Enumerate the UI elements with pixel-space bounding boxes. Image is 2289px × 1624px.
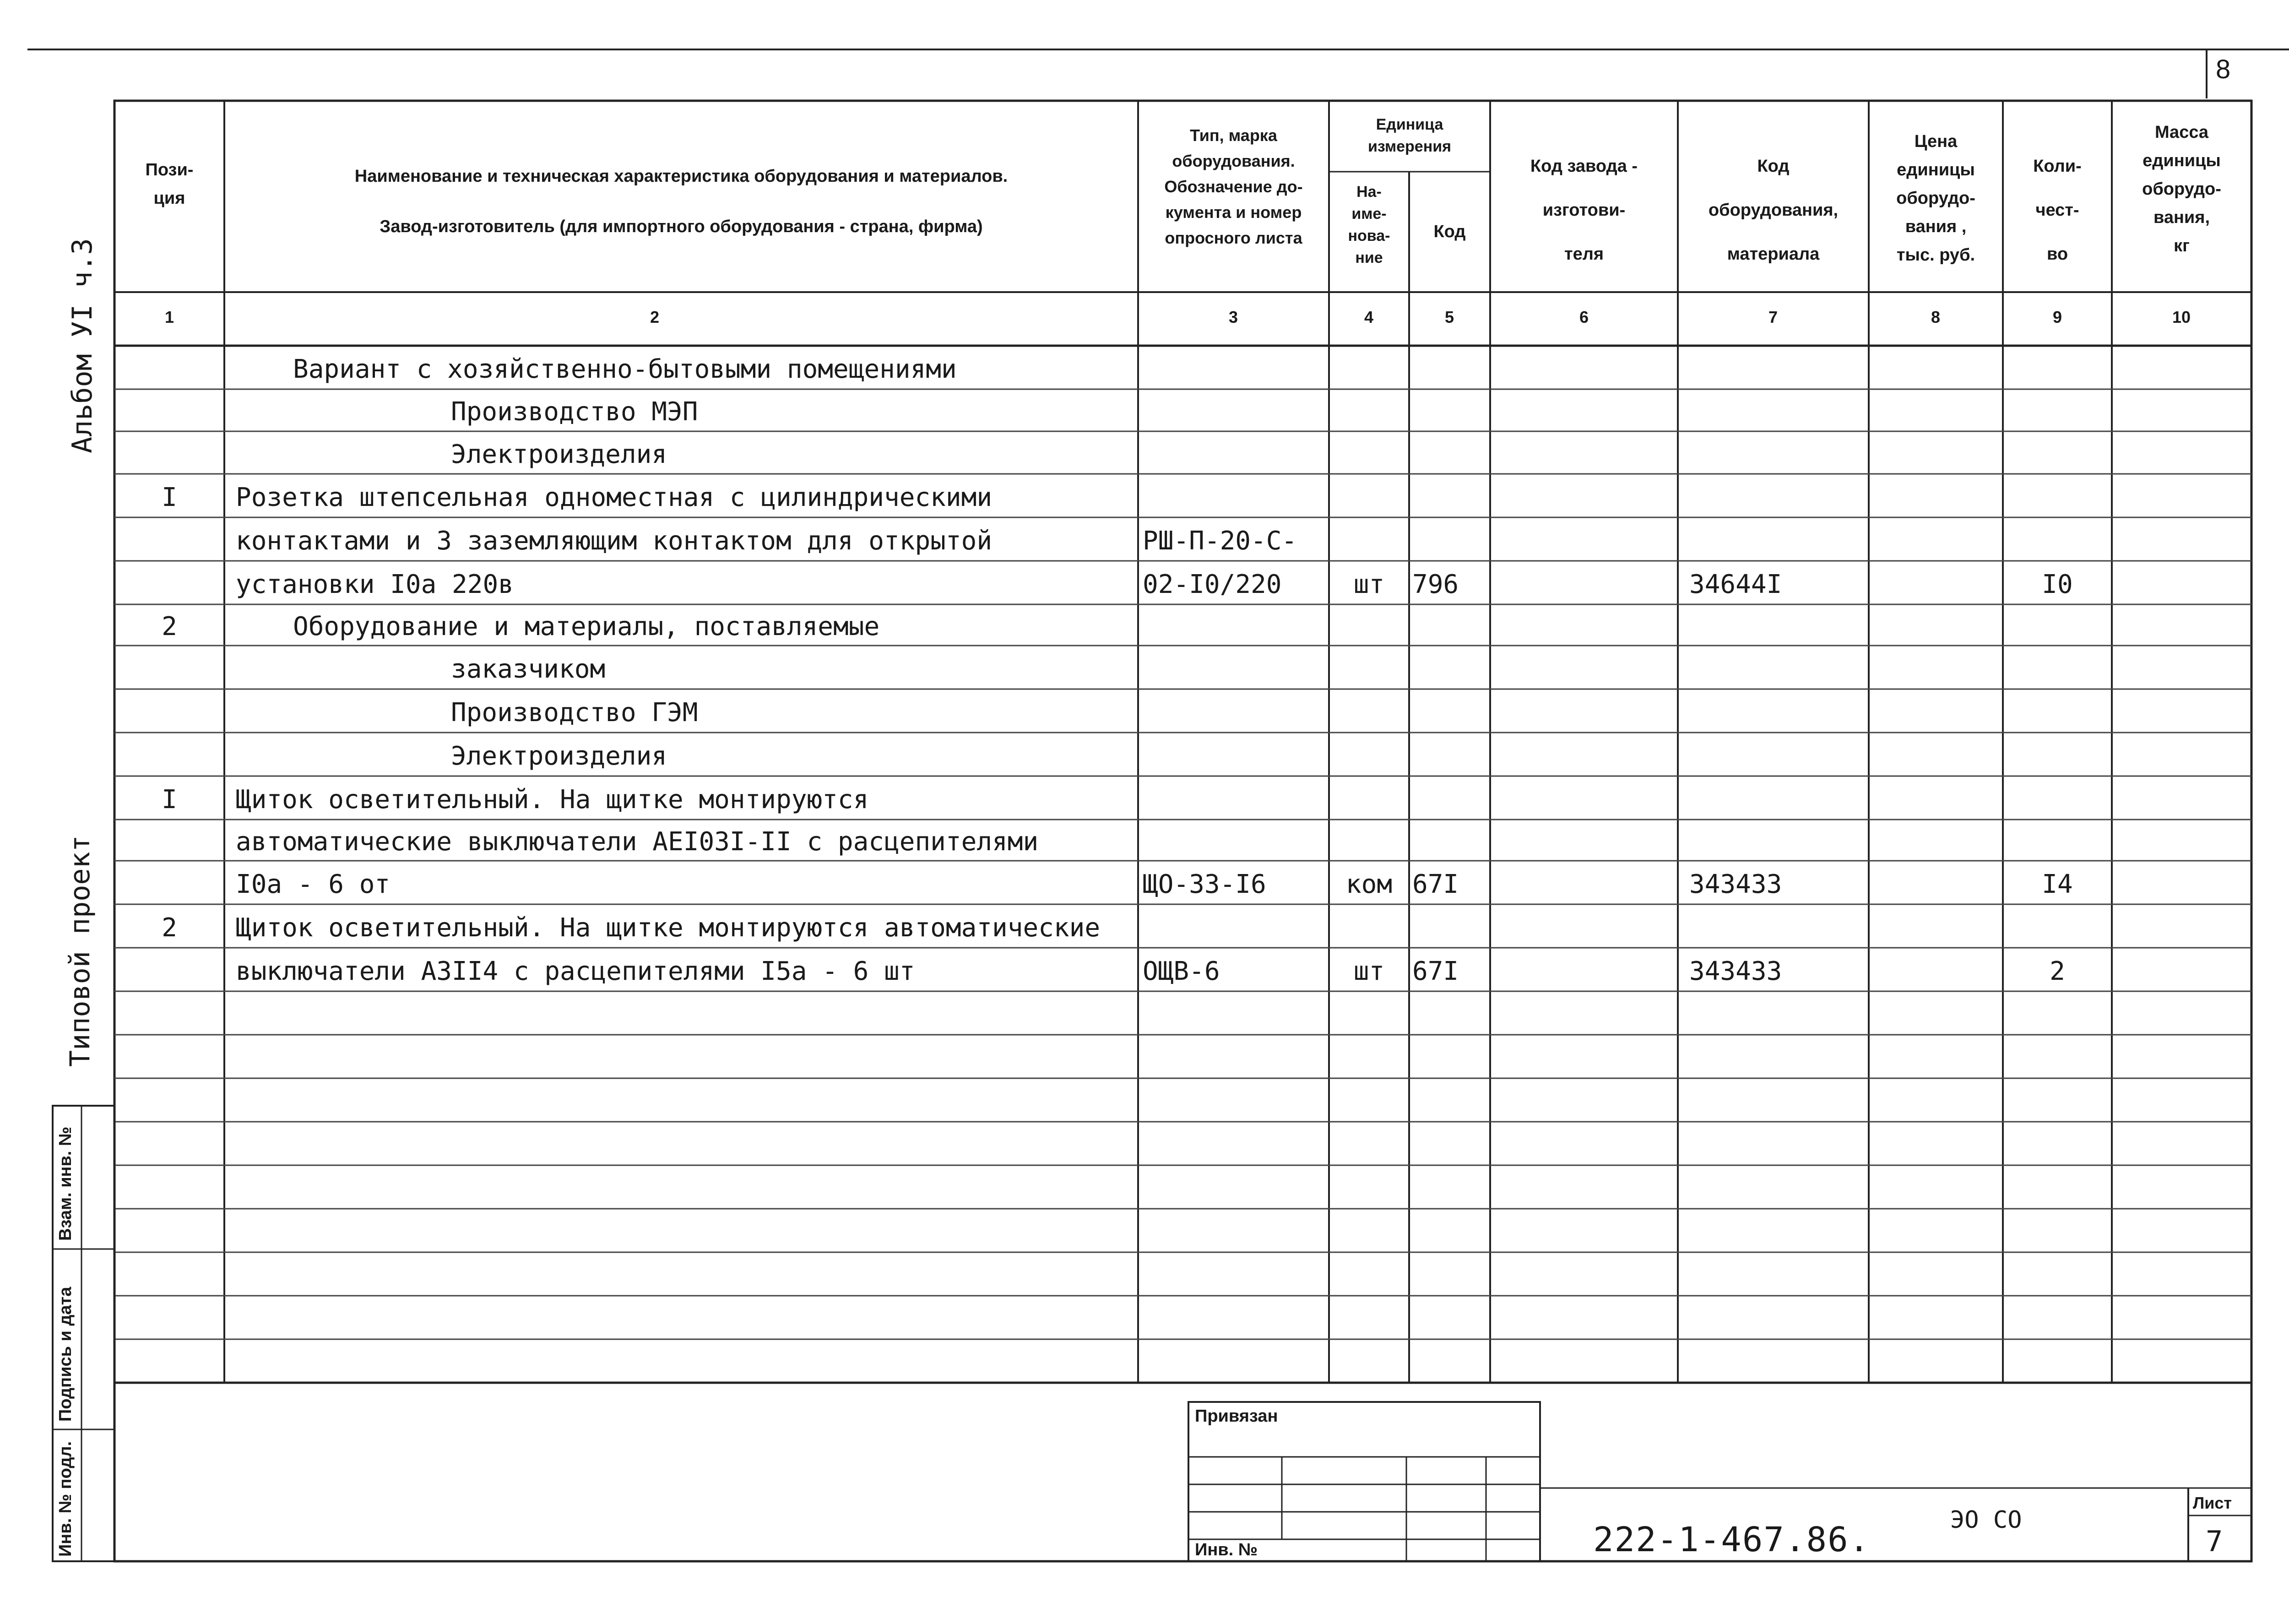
row-name: Щиток осветительный. На щитке монтируются <box>236 784 869 815</box>
row-equipment-code: 34644I <box>1689 569 1782 599</box>
column-number: 8 <box>1931 308 1941 326</box>
row-name: Оборудование и материалы, поставляемые <box>293 612 880 641</box>
row-position: I <box>162 482 177 512</box>
row-name: автоматические выключатели АЕI03I-II с расцепителями <box>236 827 1039 857</box>
row-equipment-code: 343433 <box>1689 956 1782 986</box>
row-name: I0а - 6 от <box>236 869 391 899</box>
column-number: 5 <box>1444 308 1454 326</box>
column-number: 4 <box>1364 308 1374 326</box>
row-equipment-code: 343433 <box>1689 869 1782 899</box>
project-label: Типовой проект <box>64 835 96 1067</box>
column-number: 3 <box>1228 308 1238 326</box>
sheet-label: Лист <box>2193 1494 2232 1512</box>
header-unit: Единица измерения <box>1368 116 1451 155</box>
document-code: 222-1-467.86. <box>1593 1520 1871 1559</box>
bound-label: Привязан <box>1195 1407 1278 1426</box>
sheet-number: 7 <box>2206 1525 2223 1558</box>
row-name: Щиток осветительный. На щитке монтируются автоматические <box>236 912 1101 943</box>
row-unit-code: 796 <box>1412 569 1459 599</box>
column-number: 2 <box>650 308 660 326</box>
row-name: заказчиком <box>451 654 606 684</box>
row-name: Производство МЭП <box>451 397 698 427</box>
row-unit: шт <box>1353 956 1385 986</box>
row-unit-code: 67I <box>1412 956 1459 986</box>
row-type: РШ-П-20-С- <box>1143 526 1297 556</box>
row-name: установки I0а 220в <box>236 569 514 599</box>
header-position: Пози- ция <box>145 160 194 208</box>
stamp-replaced-inv: Взам. инв. № <box>56 1126 75 1241</box>
section-code: ЭО СО <box>1950 1506 2022 1534</box>
header-name: Наименование и техническая характеристика оборудования и материалов. Завод-изготовитель (для импортного оборудования - страна, фирма) <box>354 167 1008 236</box>
row-name: Розетка штепсельная одноместная с цилиндрическими <box>236 482 993 512</box>
row-position: I <box>162 784 177 815</box>
row-unit: ком <box>1345 869 1393 899</box>
row-position: 2 <box>162 912 177 943</box>
stamp-original-inv: Инв. № подл. <box>56 1441 75 1557</box>
row-name: Вариант с хозяйственно-бытовыми помещениями <box>293 354 957 384</box>
header-unit-code: Код <box>1433 222 1466 241</box>
header-type: Тип, марка оборудования. Обозначение до- кумента и номер опросного листа <box>1164 126 1303 247</box>
header-equipment-code: Код оборудования, материала <box>1708 157 1839 264</box>
header-price: Цена единицы оборудо- вания , тыс. руб. <box>1896 132 1975 265</box>
row-quantity: I4 <box>2042 869 2073 899</box>
row-type: ОЩВ-6 <box>1143 956 1220 986</box>
column-number: 1 <box>164 308 174 326</box>
column-number: 10 <box>2172 308 2191 326</box>
row-quantity: 2 <box>2050 956 2065 986</box>
header-mass: Масса единицы оборудо- вания, кг <box>2142 123 2221 255</box>
row-name: Электроизделия <box>451 439 667 469</box>
header-factory-code: Код завода - изготови- теля <box>1530 157 1638 264</box>
inv-label: Инв. № <box>1195 1540 1258 1559</box>
page-number: 8 <box>2216 54 2231 84</box>
header-unit-name: На- име- нова- ние <box>1348 183 1390 266</box>
header-quantity: Коли- чест- во <box>2033 157 2082 264</box>
column-number: 9 <box>2052 308 2062 326</box>
column-number: 6 <box>1579 308 1589 326</box>
row-unit-code: 67I <box>1412 869 1459 899</box>
row-name: Производство ГЭМ <box>451 697 698 728</box>
row-name: Электроизделия <box>451 741 667 771</box>
column-number: 7 <box>1768 308 1778 326</box>
row-name: выключатели А3II4 с расцепителями I5а - 6 шт <box>236 956 915 986</box>
album-label: Альбом УI ч.3 <box>66 238 98 453</box>
row-unit: шт <box>1353 569 1385 599</box>
row-quantity: I0 <box>2042 569 2073 599</box>
row-type: ЩО-33-I6 <box>1143 869 1266 899</box>
row-type: 02-I0/220 <box>1143 569 1282 599</box>
stamp-signature-date: Подпись и дата <box>56 1287 75 1422</box>
row-name: контактами и 3 заземляющим контактом для открытой <box>236 526 993 556</box>
row-position: 2 <box>162 612 177 641</box>
